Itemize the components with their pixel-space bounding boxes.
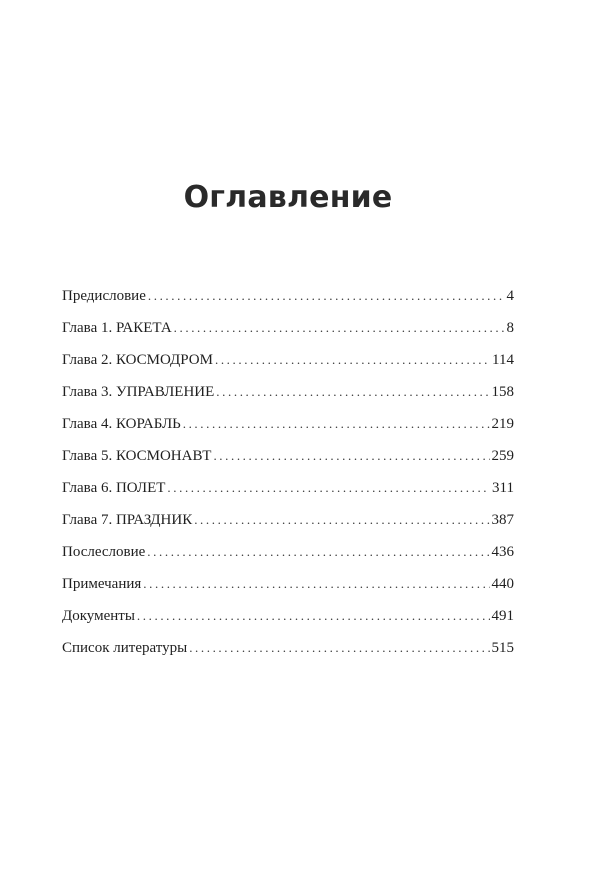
toc-page-number: 114 [492,352,514,368]
toc-entry-label: Глава 7. ПРАЗДНИК [62,512,193,528]
toc-entry-label: Предисловие [62,288,146,304]
page-title: Оглавление [183,180,393,215]
toc-entry-label: Глава 4. КОРАБЛЬ [62,416,181,432]
toc-entry-chapter-5 [62,448,514,480]
toc-entry-documents [62,608,514,640]
toc-entry-chapter-4 [62,416,514,448]
toc-entry-label: Глава 3. УПРАВЛЕНИЕ [62,384,215,400]
toc-dot-leader [148,288,505,304]
toc-page-number: 387 [491,512,514,528]
toc-page-number: 311 [492,480,514,496]
toc-dot-leader [167,480,490,496]
toc-dot-leader [143,576,489,592]
toc-page-number: 219 [491,416,514,432]
toc-page-number: 158 [491,384,514,400]
toc-entry-chapter-2 [62,352,514,384]
toc-entry-label: Глава 2. КОСМОДРОМ [62,352,213,368]
toc-page-number: 259 [491,448,514,464]
toc-dot-leader [216,384,489,400]
toc-dot-leader [213,448,489,464]
toc-entry-label: Глава 5. КОСМОНАВТ [62,448,212,464]
toc-dot-leader [183,416,490,432]
toc-entry-label: Документы [62,608,135,624]
toc-entry-chapter-6 [62,480,514,512]
toc-entry-notes [62,576,514,608]
toc-page-number: 491 [491,608,514,624]
toc-entry-label: Послесловие [62,544,146,560]
toc-entry-chapter-7 [62,512,514,544]
toc-page-number: 440 [491,576,514,592]
toc-page-number: 436 [491,544,514,560]
toc-dot-leader [194,512,489,528]
toc-dot-leader [147,544,489,560]
toc-dot-leader [137,608,490,624]
toc-entry-bibliography [62,640,514,672]
toc-entry-label: Список литературы [62,640,188,656]
toc-dot-leader [174,320,505,336]
toc-entry-chapter-3 [62,384,514,416]
toc-dot-leader [189,640,489,656]
table-of-contents [62,288,514,672]
toc-entry-label: Примечания [62,576,142,592]
toc-entry-afterword [62,544,514,576]
toc-entry-chapter-1 [62,320,514,352]
toc-page-number: 8 [506,320,514,336]
toc-entry-label: Глава 1. РАКЕТА [62,320,172,336]
toc-dot-leader [215,352,490,368]
toc-page-number: 515 [491,640,514,656]
toc-entry-label: Глава 6. ПОЛЕТ [62,480,166,496]
toc-entry-preface [62,288,514,320]
toc-page-number: 4 [506,288,514,304]
